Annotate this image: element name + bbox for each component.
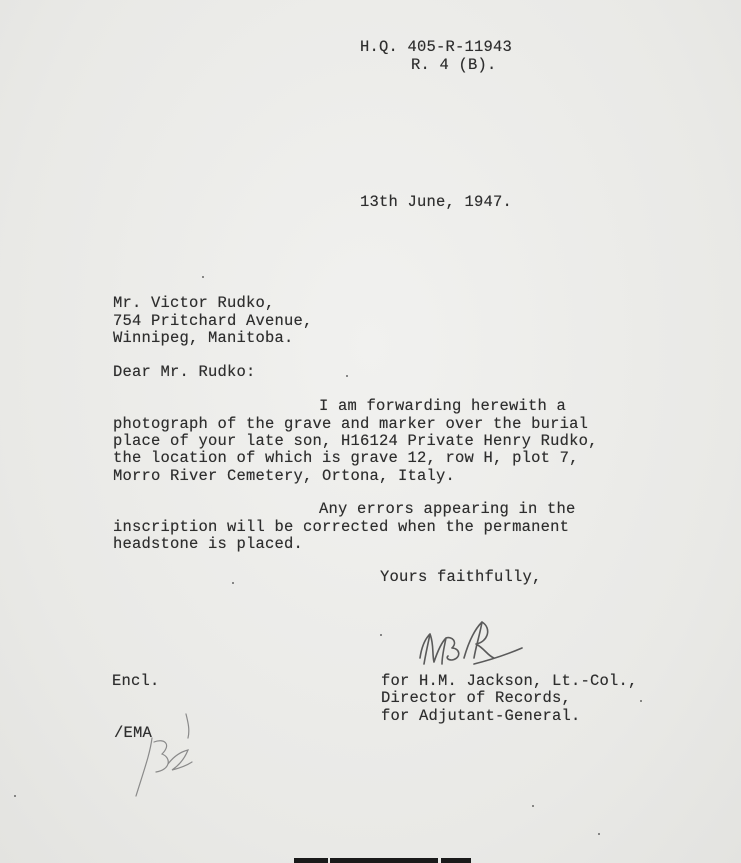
paragraph1-line: I am forwarding herewith a [319, 397, 567, 415]
paragraph1-line: photograph of the grave and marker over the burial [113, 415, 589, 433]
paragraph2-line: inscription will be corrected when the permanent [113, 518, 570, 536]
reference-number: H.Q. 405-R-11943 [360, 38, 513, 56]
scan-edge [294, 858, 328, 863]
paper-speck [232, 582, 234, 584]
initials-scribble [128, 708, 203, 803]
recipient-name: Mr. Victor Rudko, [113, 294, 275, 312]
paper-speck [346, 375, 348, 377]
paragraph2-line: Any errors appearing in the [319, 500, 576, 518]
paragraph2-line: headstone is placed. [113, 535, 304, 553]
paragraph1-line: the location of which is grave 12, row H, plot 7, [113, 449, 579, 467]
handwritten-signature [412, 614, 527, 674]
recipient-street: 754 Pritchard Avenue, [113, 312, 313, 330]
enclosure-note: Encl. [112, 672, 160, 690]
typist-initials: /EMA [114, 724, 153, 742]
signatory-line: for H.M. Jackson, Lt.-Col., [381, 672, 638, 690]
paragraph1-line: Morro River Cemetery, Ortona, Italy. [113, 467, 456, 485]
scan-edge [441, 858, 471, 863]
closing: Yours faithfully, [380, 568, 542, 586]
paper-speck [380, 634, 382, 636]
signatory-authority: for Adjutant-General. [381, 707, 581, 725]
paper-speck [14, 795, 16, 797]
paper-speck [598, 833, 600, 835]
paper-speck [202, 276, 204, 278]
recipient-city: Winnipeg, Manitoba. [113, 329, 294, 347]
letter-date: 13th June, 1947. [360, 193, 513, 211]
signatory-title: Director of Records, [381, 689, 572, 707]
salutation: Dear Mr. Rudko: [113, 363, 256, 381]
scan-edge [330, 858, 438, 863]
paragraph1-line: place of your late son, H16124 Private Henry Rudko, [113, 432, 598, 450]
paper-speck [532, 805, 534, 807]
reference-subnumber: R. 4 (B). [411, 56, 497, 74]
paper-speck [640, 700, 642, 702]
